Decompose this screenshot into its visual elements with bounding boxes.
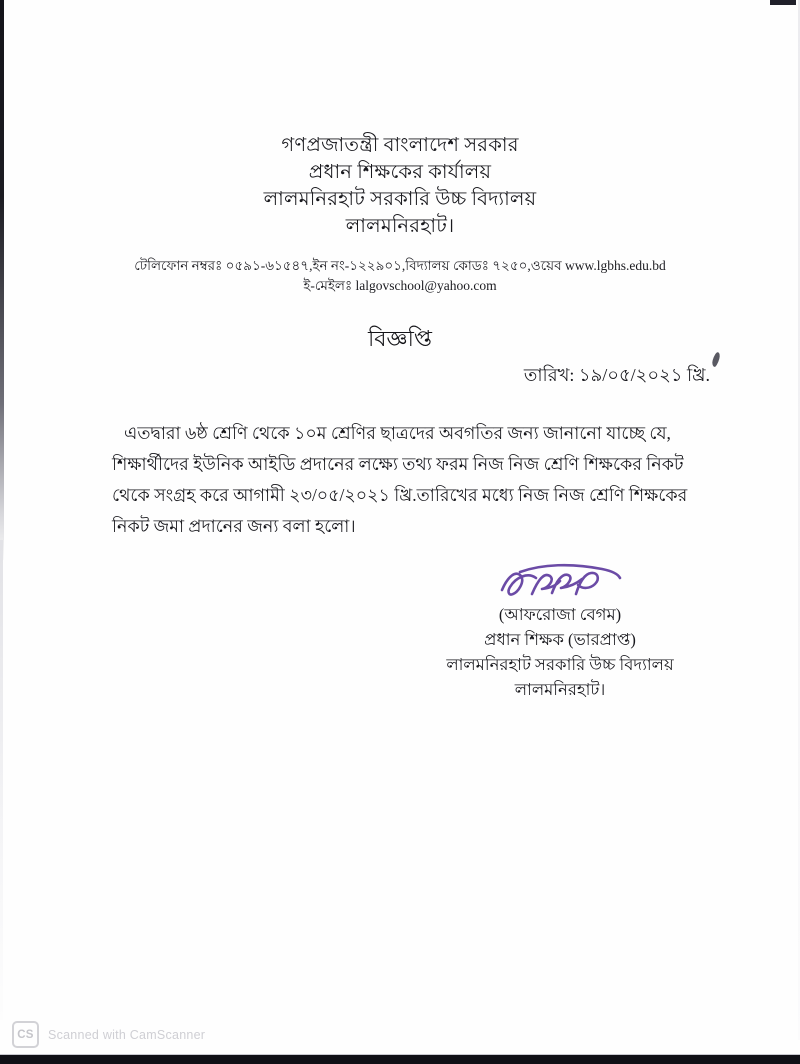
scan-edge-bottom <box>0 1055 800 1064</box>
notice-date: তারিখ: ১৯/০৫/২০২১ খ্রি. <box>523 365 710 385</box>
camscanner-logo-icon: CS <box>12 1021 39 1048</box>
signature-block <box>400 560 720 702</box>
email-line: ই-মেইলঃ lalgovschool@yahoo.com <box>303 278 497 293</box>
scan-edge-bottom-hairline <box>0 1054 800 1055</box>
camscanner-watermark <box>12 1021 205 1048</box>
contact-info-line: টেলিফোন নম্বরঃ ০৫৯১-৬১৫৪৭,ইন নং-১২২৯০১,বিদ্যালয় কোডঃ ৭২৫০,ওয়েব www.lgbhs.edu.bd <box>134 258 666 273</box>
letterhead-line-school: লালমনিরহাট সরকারি উচ্চ বিদ্যালয় <box>263 189 537 210</box>
letterhead-line-district: লালমনিরহাট। <box>345 216 455 237</box>
signatory-institution: লালমনিরহাট সরকারি উচ্চ বিদ্যালয় <box>446 655 674 674</box>
notice-body <box>112 418 704 542</box>
letterhead-line-office: প্রধান শিক্ষকের কার্যালয় <box>308 162 492 183</box>
letterhead <box>0 132 800 240</box>
signatory-designation: প্রধান শিক্ষক (ভারপ্রাপ্ত) <box>484 630 636 649</box>
scan-edge-left-fade <box>0 540 3 1020</box>
handwritten-signature <box>490 560 630 606</box>
notice-body-paragraph: এতদ্বারা ৬ষ্ঠ শ্রেণি থেকে ১০ম শ্রেণির ছাত্রদের অবগতির জন্য জানানো যাচ্ছে যে, শিক্ষার্থীদের ইউনিক আইডি প্রদানের লক্ষ্যে তথ্য ফরম নিজ নিজ শ্রেণি শিক্ষকের নিকট থেকে সংগ্রহ করে আগামী ২৩/০৫/২০২১ খ্রি.তারিখের মধ্যে নিজ নিজ শ্রেণি শিক্ষকের নিকট জমা প্রদানের জন্য বলা হলো। <box>112 423 688 536</box>
signatory-name: (আফরোজা বেগম) <box>498 605 622 624</box>
signatory-location: লালমনিরহাট। <box>514 680 606 699</box>
notice-title: বিজ্ঞপ্তি <box>368 326 432 351</box>
letterhead-line-government: গণপ্রজাতন্ত্রী বাংলাদেশ সরকার <box>281 135 519 156</box>
camscanner-label: Scanned with CamScanner <box>48 1027 206 1042</box>
scan-edge-top-right <box>770 0 796 5</box>
